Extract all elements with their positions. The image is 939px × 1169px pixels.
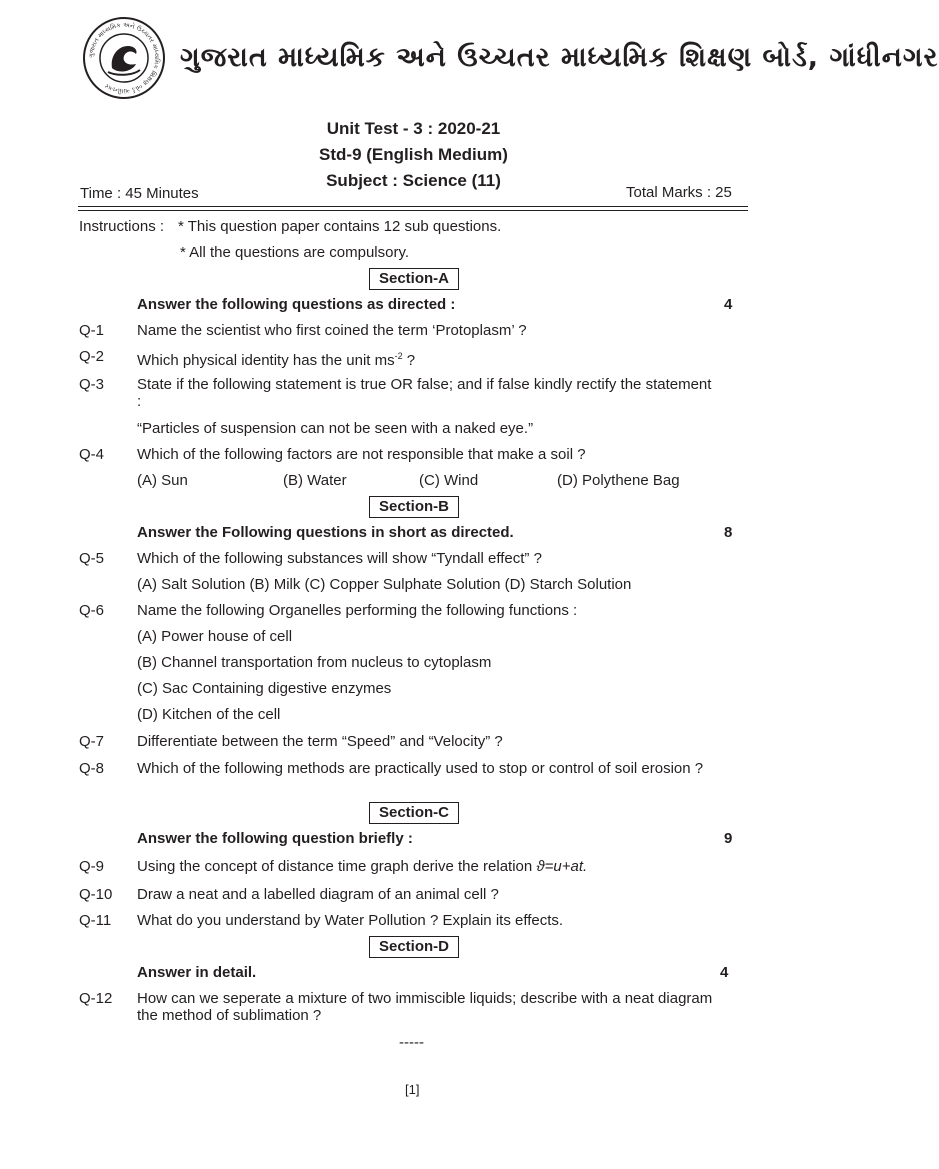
- standard: Std-9 (English Medium): [319, 145, 508, 164]
- section-a-directive: Answer the following questions as directed :: [137, 296, 456, 313]
- q6-option-a: (A) Power house of cell: [137, 628, 293, 645]
- q9-text-main: Using the concept of distance time graph derive the relation: [137, 858, 537, 875]
- q6-option-c: (C) Sac Containing digestive enzymes: [137, 680, 392, 697]
- section-b-marks: 8: [724, 524, 733, 541]
- section-d-marks: 4: [720, 964, 729, 981]
- section-c-directive: Answer the following question briefly :: [137, 830, 413, 847]
- q4-option-d: (D) Polythene Bag: [557, 472, 680, 489]
- q11-number: Q-11: [79, 912, 112, 929]
- q7-number: Q-7: [79, 733, 105, 750]
- svg-text:ગુજરાત માધ્યમિક અને ઉચ્ચતર માધ: [88, 22, 161, 96]
- q6-number: Q-6: [79, 602, 105, 619]
- section-d-title: Section-D: [369, 936, 459, 958]
- instruction-line-1: * This question paper contains 12 sub questions.: [178, 218, 502, 235]
- q2-text-end: ?: [402, 352, 416, 369]
- q10-text: Draw a neat and a labelled diagram of an animal cell ?: [137, 886, 499, 903]
- q12-number: Q-12: [79, 990, 113, 1007]
- q4-number: Q-4: [79, 446, 105, 463]
- q4-text: Which of the following factors are not responsible that make a soil ?: [137, 446, 586, 463]
- q2-text: [137, 348, 727, 369]
- total-marks: Total Marks : 25: [626, 184, 732, 201]
- q8-number: Q-8: [79, 760, 105, 777]
- q2-text-main: Which physical identity has the unit ms: [137, 352, 395, 369]
- section-c-marks: 9: [724, 830, 733, 847]
- section-d-directive: Answer in detail.: [137, 964, 257, 981]
- header-rule-top: [78, 206, 748, 207]
- q2-superscript: -2: [394, 351, 403, 361]
- logo-text: ગુજરાત માધ્યમિક અને ઉચ્ચતર માધ્યમિક શિક્ષણ બોર્ડ ગાંધીનગર: [87, 21, 161, 95]
- end-mark: -----: [399, 1034, 424, 1051]
- q9-number: Q-9: [79, 858, 105, 875]
- section-c-title: Section-C: [369, 802, 459, 824]
- board-name: ગુજરાત માધ્યમિક અને ઉચ્ચતર માધ્યમિક શિક્ષણ બોર્ડ, ગાંધીનગર: [180, 42, 939, 73]
- exam-title: Unit Test - 3 : 2020-21: [326, 119, 501, 138]
- subject: Subject : Science (11): [326, 171, 501, 190]
- header-rule-bottom: [78, 210, 748, 211]
- q3-number: Q-3: [79, 376, 105, 393]
- q5-text: Which of the following substances will show “Tyndall effect” ?: [137, 550, 542, 567]
- q2-number: Q-2: [79, 348, 105, 365]
- q4-option-a: (A) Sun: [137, 472, 188, 489]
- q10-number: Q-10: [79, 886, 113, 903]
- section-a-title: Section-A: [369, 268, 459, 290]
- q6-option-d: (D) Kitchen of the cell: [137, 706, 281, 723]
- time-allowed: Time : 45 Minutes: [80, 185, 199, 202]
- q7-text: Differentiate between the term “Speed” and “Velocity” ?: [137, 733, 503, 750]
- q11-text: What do you understand by Water Pollution ? Explain its effects.: [137, 912, 564, 929]
- instruction-line-2: * All the questions are compulsory.: [180, 244, 410, 261]
- q9-text: [137, 858, 727, 875]
- instructions-label: Instructions :: [79, 218, 165, 235]
- q1-number: Q-1: [79, 322, 105, 339]
- q6-option-b: (B) Channel transportation from nucleus to cytoplasm: [137, 654, 492, 671]
- section-a-marks: 4: [724, 296, 733, 313]
- page-number: [1]: [405, 1082, 420, 1097]
- q8-text: Which of the following methods are practically used to stop or control of soil erosion ?: [137, 760, 704, 777]
- q4-option-c: (C) Wind: [419, 472, 479, 489]
- q12-text: How can we seperate a mixture of two immiscible liquids; describe with a neat diagram the method of sublimation ?: [137, 990, 713, 1024]
- q3-quote: “Particles of suspension can not be seen with a naked eye.”: [137, 420, 534, 437]
- section-b-title: Section-B: [369, 496, 459, 518]
- board-logo: [82, 16, 166, 100]
- q6-text: Name the following Organelles performing the following functions :: [137, 602, 578, 619]
- q5-number: Q-5: [79, 550, 105, 567]
- q3-text: State if the following statement is true OR false; and if false kindly rectify the statement :: [137, 376, 712, 410]
- q9-formula: ϑ=u+at.: [536, 858, 588, 875]
- q1-text: Name the scientist who first coined the term ‘Protoplasm’ ?: [137, 322, 527, 339]
- section-b-directive: Answer the Following questions in short as directed.: [137, 524, 514, 541]
- q5-options: (A) Salt Solution (B) Milk (C) Copper Sulphate Solution (D) Starch Solution: [137, 576, 632, 593]
- q4-option-b: (B) Water: [283, 472, 347, 489]
